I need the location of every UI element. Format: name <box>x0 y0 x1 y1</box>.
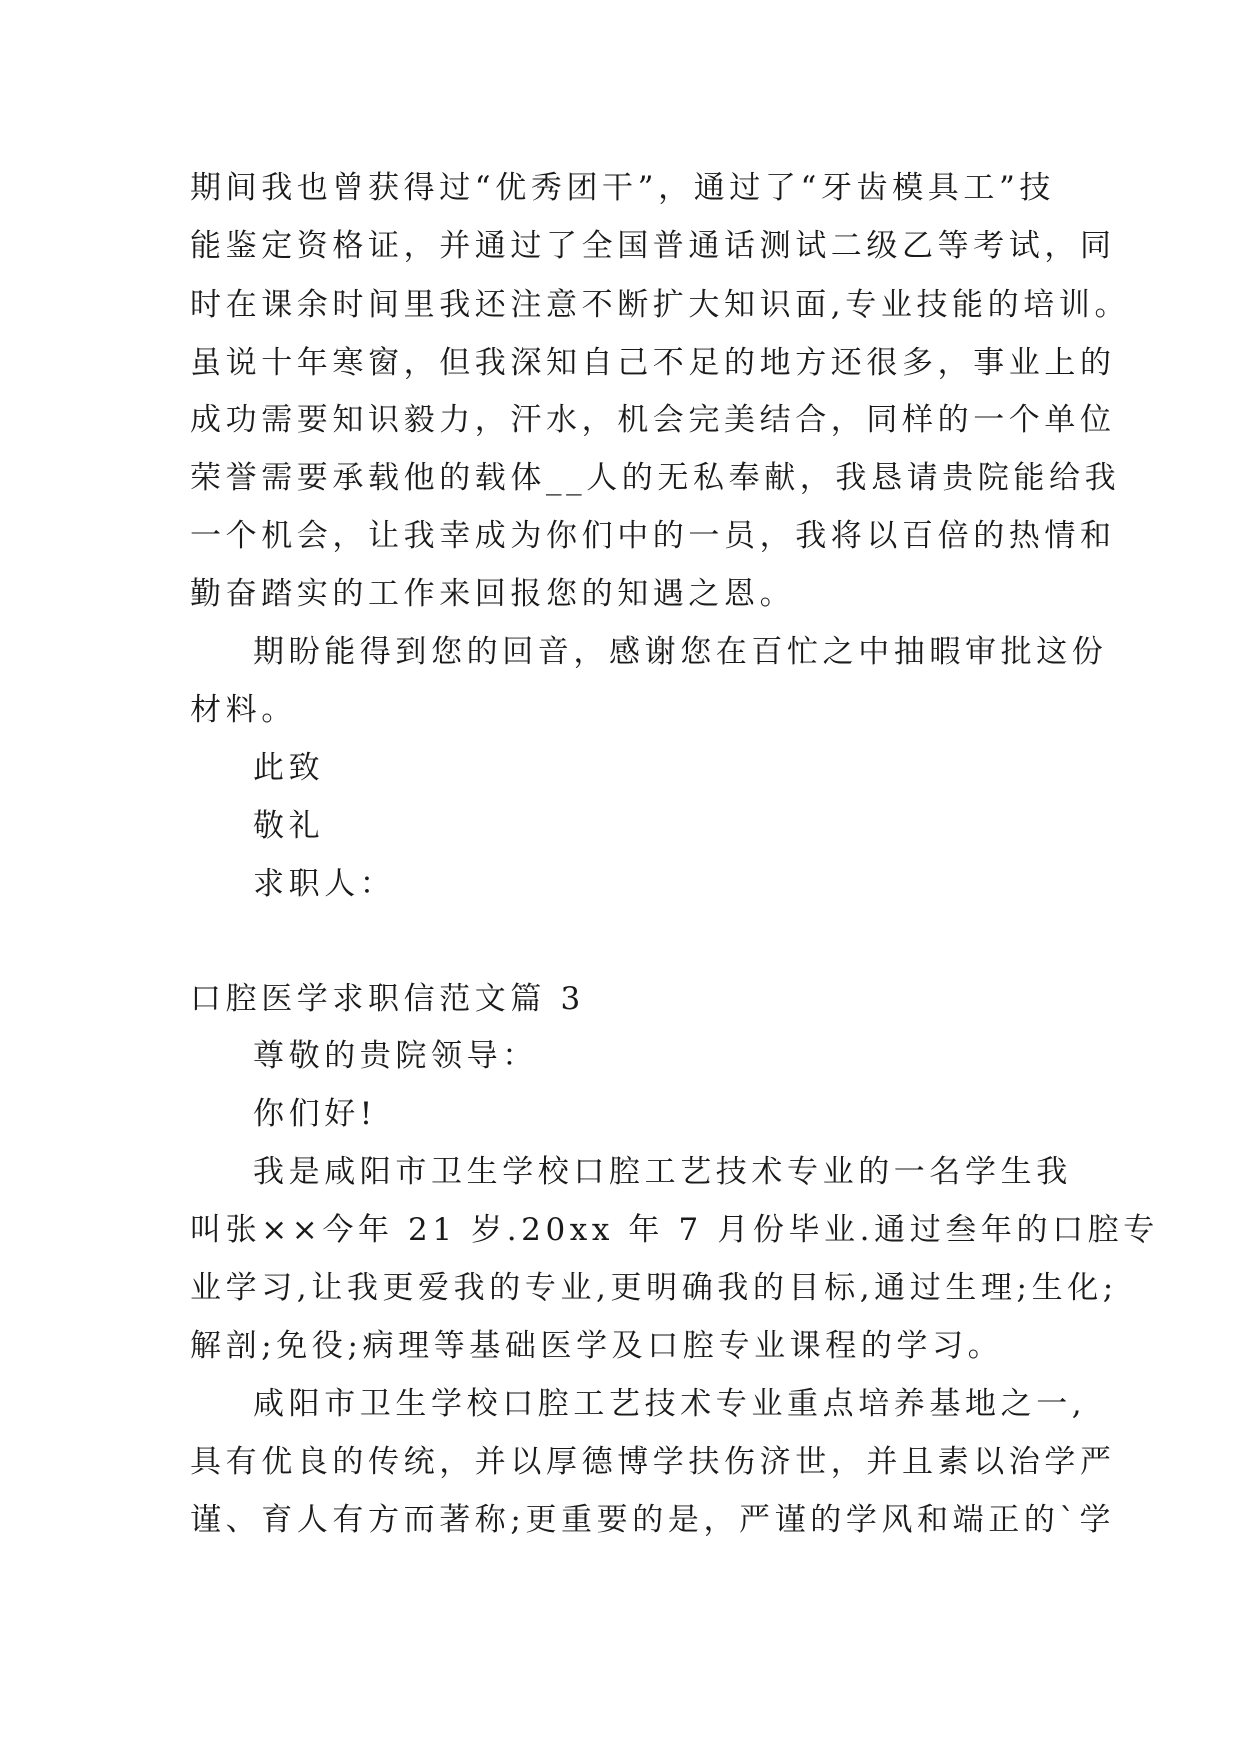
letter-greeting: 尊敬的贵院领导： <box>253 1038 538 1074</box>
paragraph-line: 我是咸阳市卫生学校口腔工艺技术专业的一名学生我 <box>253 1154 1072 1190</box>
paragraph-line: 谨、育人有方而著称;更重要的是，严谨的学风和端正的`学 <box>190 1502 1116 1538</box>
paragraph-line: 具有优良的传统，并以厚德博学扶伤济世，并且素以治学严 <box>190 1444 1116 1480</box>
paragraph-line: 期间我也曾获得过“优秀团干”，通过了“牙齿模具工”技 <box>190 170 1055 206</box>
paragraph-line: 成功需要知识毅力，汗水，机会完美结合，同样的一个单位 <box>190 402 1116 438</box>
paragraph-line: 时在课余时间里我还注意不断扩大知识面,专业技能的培训。 <box>190 287 1131 323</box>
section-heading: 口腔医学求职信范文篇 3 <box>190 981 585 1017</box>
paragraph-line: 期盼能得到您的回音，感谢您在百忙之中抽暇审批这份 <box>253 634 1108 670</box>
paragraph-line: 勤奋踏实的工作来回报您的知遇之恩。 <box>190 576 796 612</box>
closing-salutation: 此致 <box>253 750 325 786</box>
letter-greeting: 你们好! <box>253 1096 377 1132</box>
paragraph-line: 能鉴定资格证，并通过了全国普通话测试二级乙等考试，同 <box>190 228 1116 264</box>
paragraph-line: 荣誉需要承载他的载体__人的无私奉献，我恳请贵院能给我 <box>190 460 1121 496</box>
paragraph-line: 一个机会，让我幸成为你们中的一员，我将以百倍的热情和 <box>190 518 1116 554</box>
paragraph-line: 叫张××今年 21 岁.20xx 年 7 月份毕业.通过叁年的口腔专 <box>190 1212 1159 1248</box>
closing-regards: 敬礼 <box>253 808 325 844</box>
paragraph-line: 解剖;免役;病理等基础医学及口腔专业课程的学习。 <box>190 1328 1004 1364</box>
paragraph-line: 咸阳市卫生学校口腔工艺技术专业重点培养基地之一, <box>253 1386 1087 1422</box>
paragraph-line: 业学习,让我更爱我的专业,更明确我的目标,通过生理;生化; <box>190 1270 1118 1306</box>
applicant-signature-label: 求职人： <box>253 866 396 902</box>
paragraph-line: 材料。 <box>190 692 297 728</box>
paragraph-line: 虽说十年寒窗，但我深知自己不足的地方还很多，事业上的 <box>190 345 1116 381</box>
